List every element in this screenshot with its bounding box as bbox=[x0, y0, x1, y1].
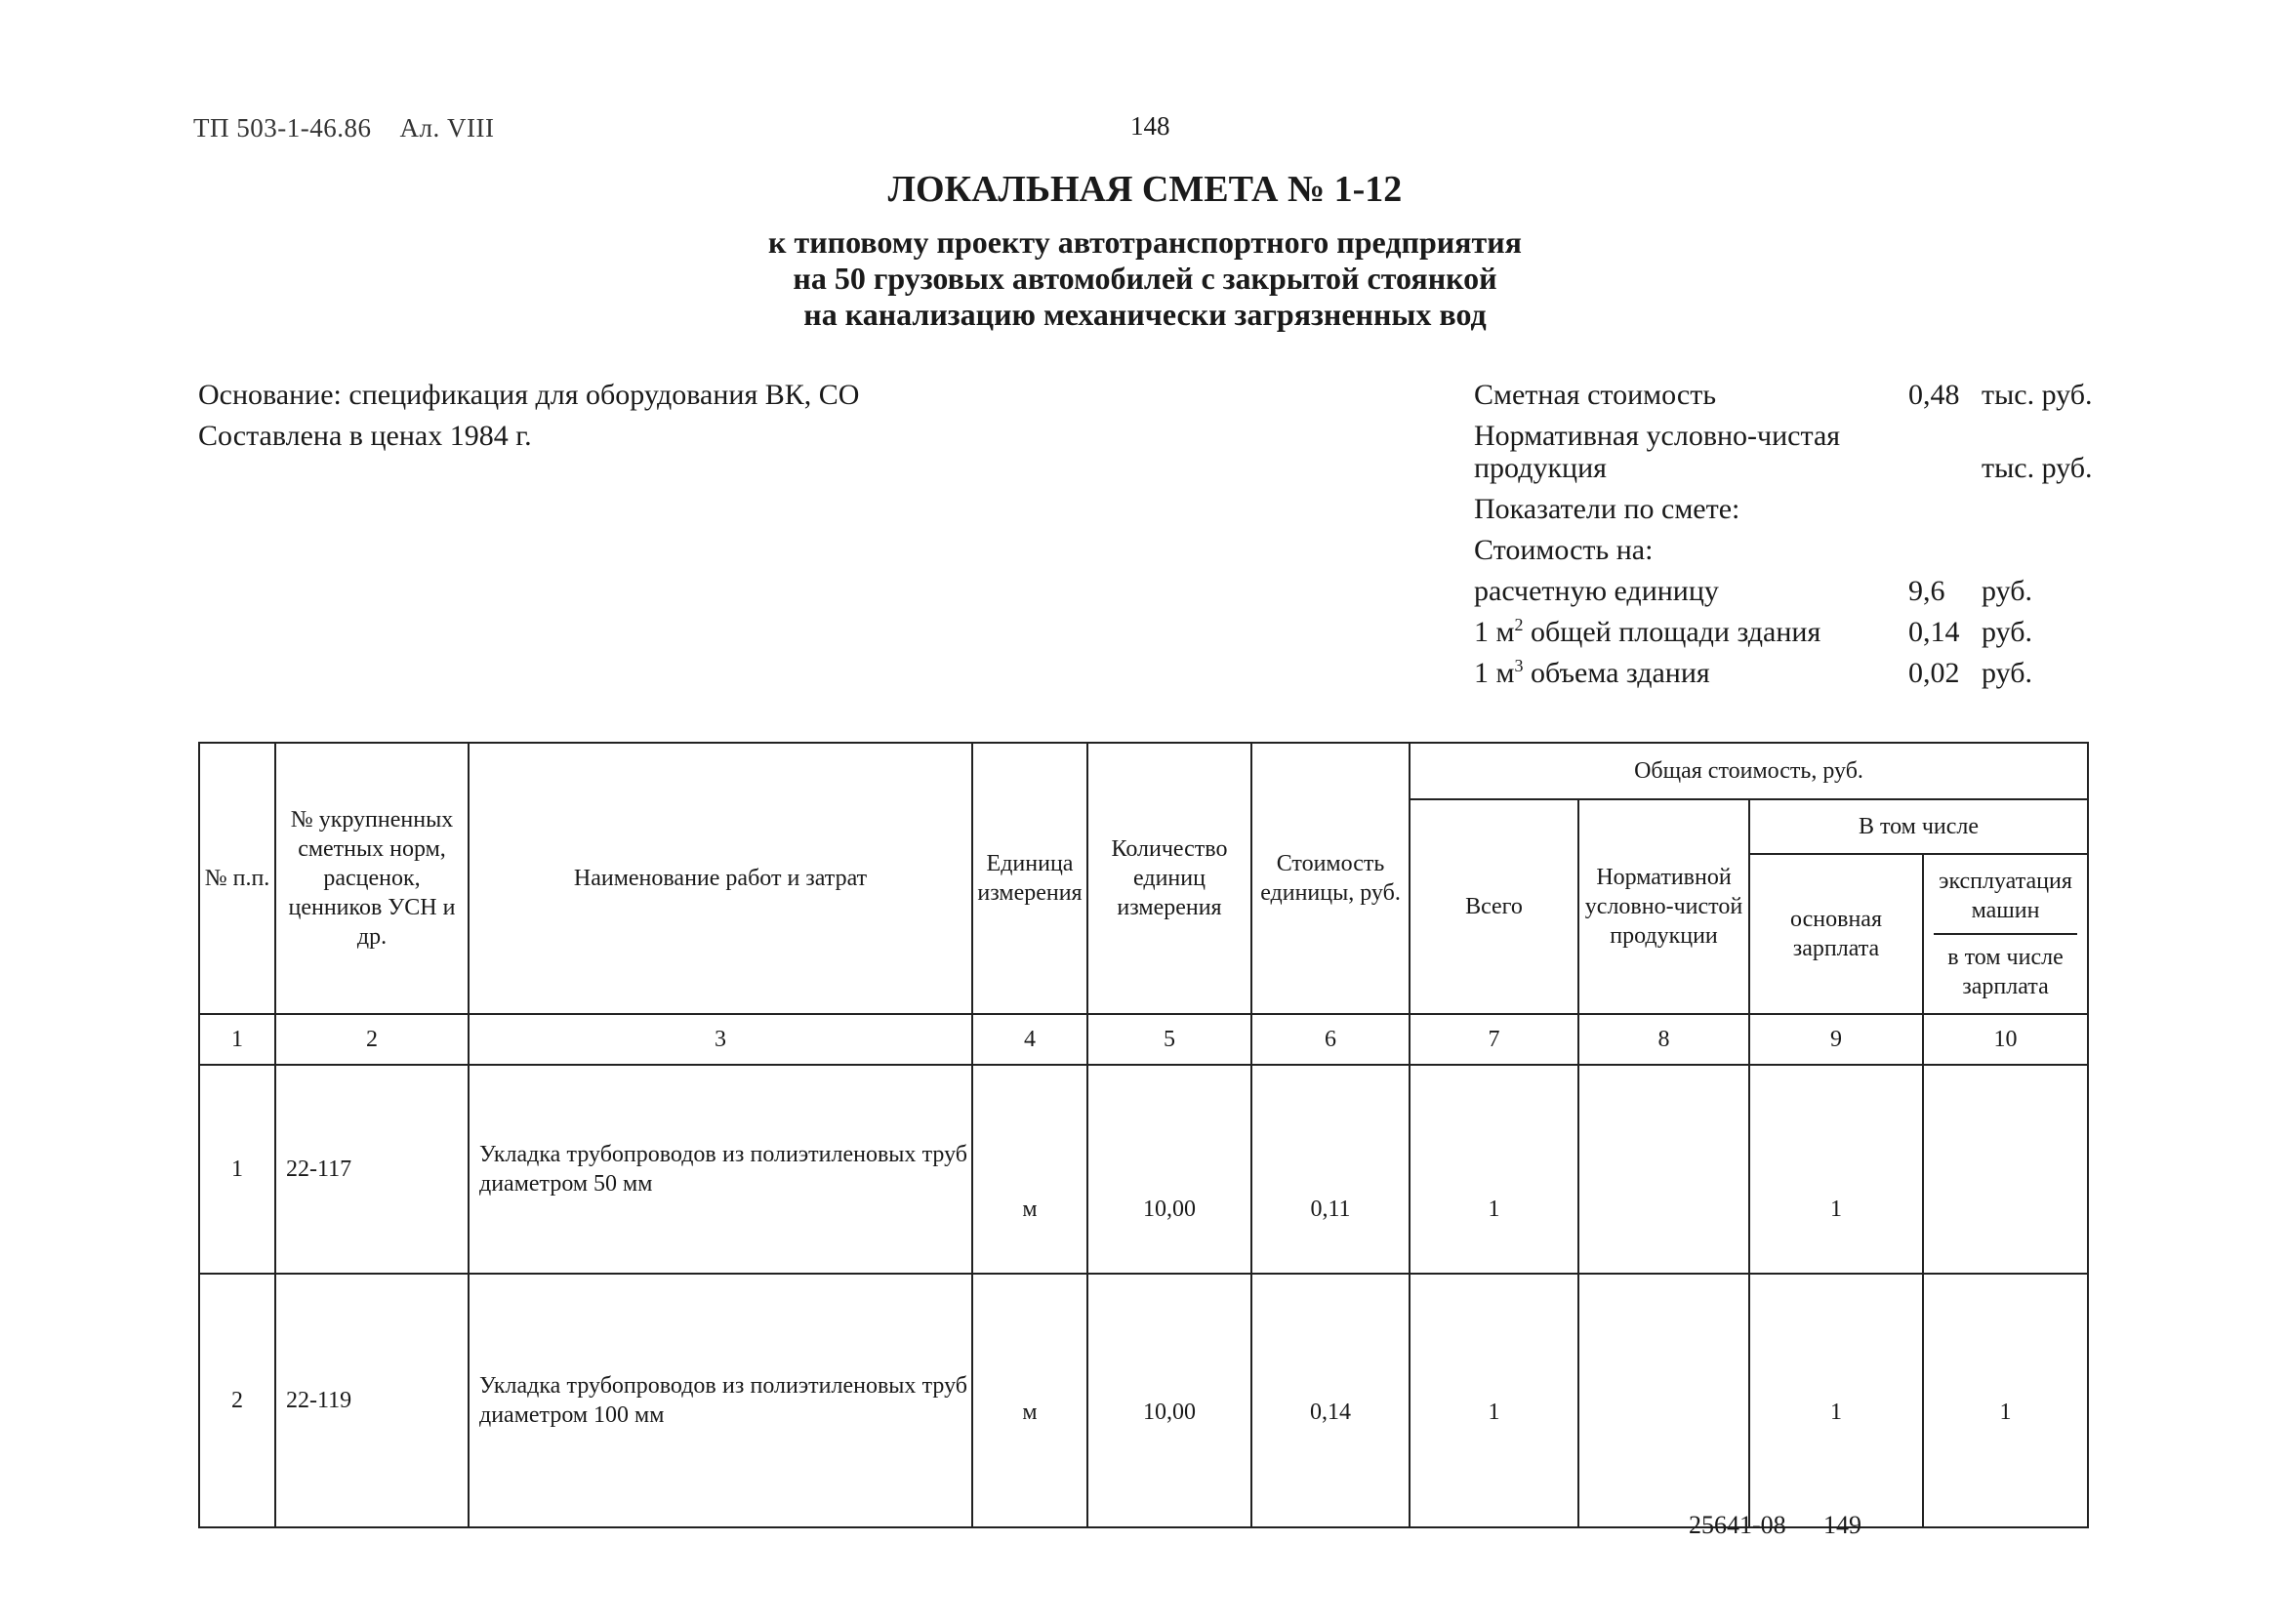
row-machines: 1 bbox=[1923, 1274, 2088, 1527]
header-number: № п.п. bbox=[199, 743, 275, 1014]
document-code bbox=[193, 113, 494, 143]
header-salary: основная зарплата bbox=[1749, 854, 1923, 1014]
subtitle-line-3: на канализацию механически загрязненных вод bbox=[803, 297, 1487, 332]
doc-code: ТП 503-1-46.86 bbox=[193, 113, 372, 142]
per-unit-label: расчетную единицу bbox=[1474, 575, 1719, 607]
row-unit: м bbox=[972, 1274, 1087, 1527]
column-number: 3 bbox=[469, 1014, 972, 1065]
header-machines bbox=[1923, 854, 2088, 1014]
column-number: 9 bbox=[1749, 1014, 1923, 1065]
row-unit-cost: 0,11 bbox=[1251, 1065, 1410, 1274]
subtitle-line-2: на 50 грузовых автомобилей с закрытой стоянкой bbox=[793, 261, 1497, 296]
per-unit-unit: руб. bbox=[1982, 575, 2032, 607]
per-unit-value: 9,6 bbox=[1908, 575, 1945, 607]
table-row bbox=[199, 1274, 2088, 1527]
column-number: 6 bbox=[1251, 1014, 1410, 1065]
row-normative bbox=[1578, 1274, 1749, 1527]
header-normative: Нормативной условно-чистой продукции bbox=[1578, 799, 1749, 1014]
row-number: 2 bbox=[199, 1274, 275, 1527]
row-total: 1 bbox=[1410, 1274, 1578, 1527]
column-number: 2 bbox=[275, 1014, 469, 1065]
normative-label-2: продукция bbox=[1474, 452, 1607, 484]
row-name: Укладка трубопроводов из полиэтиленовых труб диаметром 50 мм bbox=[469, 1065, 972, 1274]
row-quantity: 10,00 bbox=[1087, 1274, 1251, 1527]
page-title: ЛОКАЛЬНАЯ СМЕТА № 1-12 bbox=[887, 169, 1403, 210]
header-unit: Единица измерения bbox=[972, 743, 1087, 1014]
table-row bbox=[199, 1065, 2088, 1274]
column-number: 7 bbox=[1410, 1014, 1578, 1065]
header-unit-cost: Стоимость единицы, руб. bbox=[1251, 743, 1410, 1014]
estimated-cost-unit: тыс. руб. bbox=[1982, 379, 2093, 411]
volume-unit: руб. bbox=[1982, 657, 2032, 689]
area-value: 0,14 bbox=[1908, 616, 1960, 648]
column-number: 8 bbox=[1578, 1014, 1749, 1065]
row-quantity: 10,00 bbox=[1087, 1065, 1251, 1274]
header-total-cost-group: Общая стоимость, руб. bbox=[1410, 743, 2088, 799]
page-number: 148 bbox=[1130, 111, 1170, 141]
row-salary: 1 bbox=[1749, 1065, 1923, 1274]
normative-label-1: Нормативная условно-чистая bbox=[1474, 420, 1841, 452]
row-unit: м bbox=[972, 1065, 1087, 1274]
album-number: Ал. VIII bbox=[399, 113, 495, 142]
header-row bbox=[199, 743, 2088, 799]
estimated-cost-value: 0,48 bbox=[1908, 379, 1960, 411]
header-quantity: Количество единиц измерения bbox=[1087, 743, 1251, 1014]
header-work-name: Наименование работ и затрат bbox=[469, 743, 972, 1014]
subtitle-line-1: к типовому проекту автотранспортного предприятия bbox=[768, 224, 1522, 260]
header-norm-code: № укрупненных сметных норм, расценок, ценников УСН и др. bbox=[275, 743, 469, 1014]
row-code: 22-119 bbox=[275, 1274, 469, 1527]
column-number: 10 bbox=[1923, 1014, 2088, 1065]
row-machines bbox=[1923, 1065, 2088, 1274]
column-number: 1 bbox=[199, 1014, 275, 1065]
cost-for-label: Стоимость на: bbox=[1474, 534, 1654, 566]
header-including-group: В том числе bbox=[1749, 799, 2088, 854]
row-total: 1 bbox=[1410, 1065, 1578, 1274]
column-number: 4 bbox=[972, 1014, 1087, 1065]
volume-value: 0,02 bbox=[1908, 657, 1960, 689]
prices-text: Составлена в ценах 1984 г. bbox=[198, 420, 532, 452]
row-name: Укладка трубопроводов из полиэтиленовых труб диаметром 100 мм bbox=[469, 1274, 972, 1527]
footer-code: 25641-08 bbox=[1689, 1511, 1786, 1539]
row-salary: 1 bbox=[1749, 1274, 1923, 1527]
basis-text: Основание: спецификация для оборудования ВК, СО bbox=[198, 379, 860, 411]
area-label: 1 $м^2$ общей площади здания bbox=[1474, 615, 1821, 648]
footer-page-number: 149 bbox=[1823, 1511, 1861, 1539]
estimate-table bbox=[198, 742, 2089, 1528]
header-machines-top: эксплуатация машин bbox=[1934, 861, 2077, 935]
row-unit-cost: 0,14 bbox=[1251, 1274, 1410, 1527]
area-unit: руб. bbox=[1982, 616, 2032, 648]
header-machines-bottom: в том числе зарплата bbox=[1947, 945, 2064, 999]
row-code: 22-117 bbox=[275, 1065, 469, 1274]
header-total: Всего bbox=[1410, 799, 1578, 1014]
volume-label: 1 $м^3$ объема здания bbox=[1474, 656, 1710, 689]
column-number: 5 bbox=[1087, 1014, 1251, 1065]
estimated-cost-label: Сметная стоимость bbox=[1474, 379, 1717, 411]
normative-unit: тыс. руб. bbox=[1982, 452, 2093, 484]
column-numbers-row bbox=[199, 1014, 2088, 1065]
indicators-label: Показатели по смете: bbox=[1474, 493, 1740, 525]
row-number: 1 bbox=[199, 1065, 275, 1274]
row-normative bbox=[1578, 1065, 1749, 1274]
